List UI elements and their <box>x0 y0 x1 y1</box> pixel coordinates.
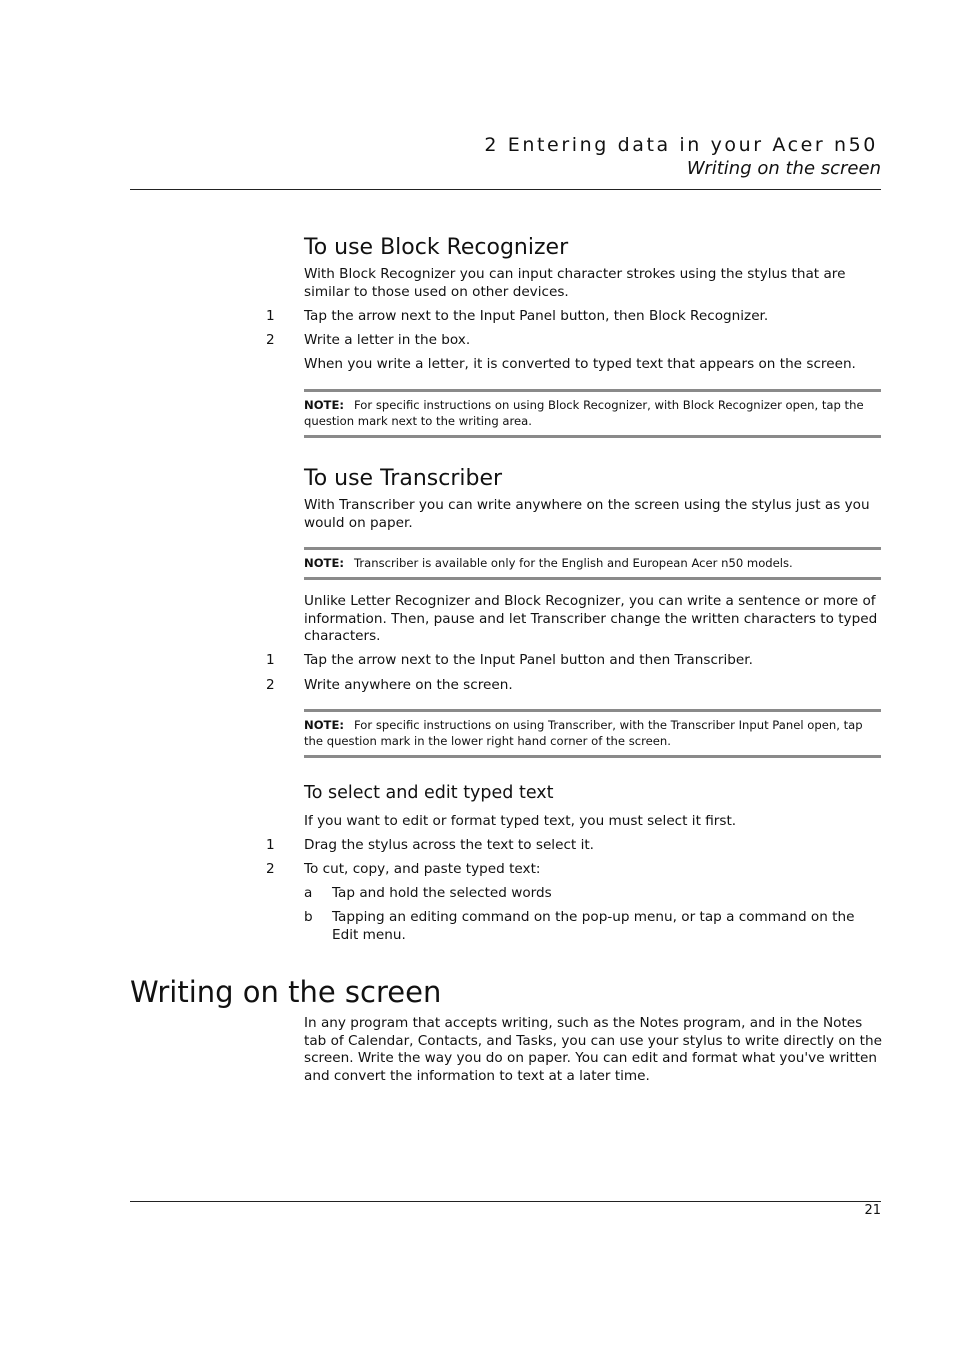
chapter-title: 2 Entering data in your Acer n50 <box>484 134 878 156</box>
step-text: Write anywhere on the screen. <box>304 677 513 693</box>
step-text: Tap the arrow next to the Input Panel button, then Block Recognizer. <box>304 308 769 324</box>
block-recognizer-heading: To use Block Recognizer <box>304 235 569 260</box>
note-label: NOTE: <box>304 398 345 412</box>
footer-divider <box>130 1201 881 1202</box>
note-text: For specific instructions on using Block Recognizer, with Block Recognizer open, tap the question mark next to the writing area. <box>304 398 864 428</box>
note-box <box>304 389 881 438</box>
step-text: Tap the arrow next to the Input Panel button and then Transcriber. <box>304 652 753 668</box>
step-number: 2 <box>266 332 275 348</box>
step-number: 1 <box>266 837 275 853</box>
note-content <box>304 555 881 571</box>
transcriber-heading: To use Transcriber <box>304 466 503 491</box>
step-text: Write a letter in the box. <box>304 332 471 348</box>
block-recognizer-intro: With Block Recognizer you can input character strokes using the stylus that are similar to those used on other devices. <box>304 266 846 300</box>
step-text: Drag the stylus across the text to select it. <box>304 837 595 853</box>
step-number: 1 <box>266 308 275 324</box>
note-label: NOTE: <box>304 556 345 570</box>
note-content <box>304 717 881 749</box>
select-edit-heading: To select and edit typed text <box>304 783 554 803</box>
note-box <box>304 709 881 758</box>
note-content <box>304 397 881 429</box>
page-number: 21 <box>864 1203 881 1218</box>
step-number: 2 <box>266 861 275 877</box>
note-text: Transcriber is available only for the English and European Acer n50 models. <box>354 556 793 570</box>
substep-label: b <box>304 909 313 925</box>
transcriber-intro: With Transcriber you can write anywhere on the screen using the stylus just as you would on paper. <box>304 497 870 531</box>
writing-para: In any program that accepts writing, such as the Notes program, and in the Notes tab of Calendar, Contacts, and Tasks, you can use your stylus to write directly on the screen. Write the way you do on paper. You can edit and format what you've written and convert the information to text at a later time. <box>304 1015 882 1084</box>
note-label: NOTE: <box>304 718 345 732</box>
step-number: 2 <box>266 677 275 693</box>
step-text: To cut, copy, and paste typed text: <box>304 861 541 877</box>
substep-text: Tap and hold the selected words <box>332 885 552 901</box>
transcriber-para: Unlike Letter Recognizer and Block Recognizer, you can write a sentence or more of information. Then, pause and let Transcriber change the written characters to typed characters. <box>304 593 878 644</box>
step-number: 1 <box>266 652 275 668</box>
note-box <box>304 547 881 580</box>
substep-label: a <box>304 885 313 901</box>
substep-text: Tapping an editing command on the pop-up menu, or tap a command on the Edit menu. <box>332 909 855 943</box>
block-recognizer-result: When you write a letter, it is converted to typed text that appears on the screen. <box>304 356 856 372</box>
note-text: For specific instructions on using Transcriber, with the Transcriber Input Panel open, tap the question mark in the lower right hand corner of the screen. <box>304 718 863 748</box>
select-edit-intro: If you want to edit or format typed text, you must select it first. <box>304 813 737 829</box>
writing-heading: Writing on the screen <box>130 975 442 1009</box>
section-title: Writing on the screen <box>686 158 881 179</box>
header-divider <box>130 189 881 190</box>
